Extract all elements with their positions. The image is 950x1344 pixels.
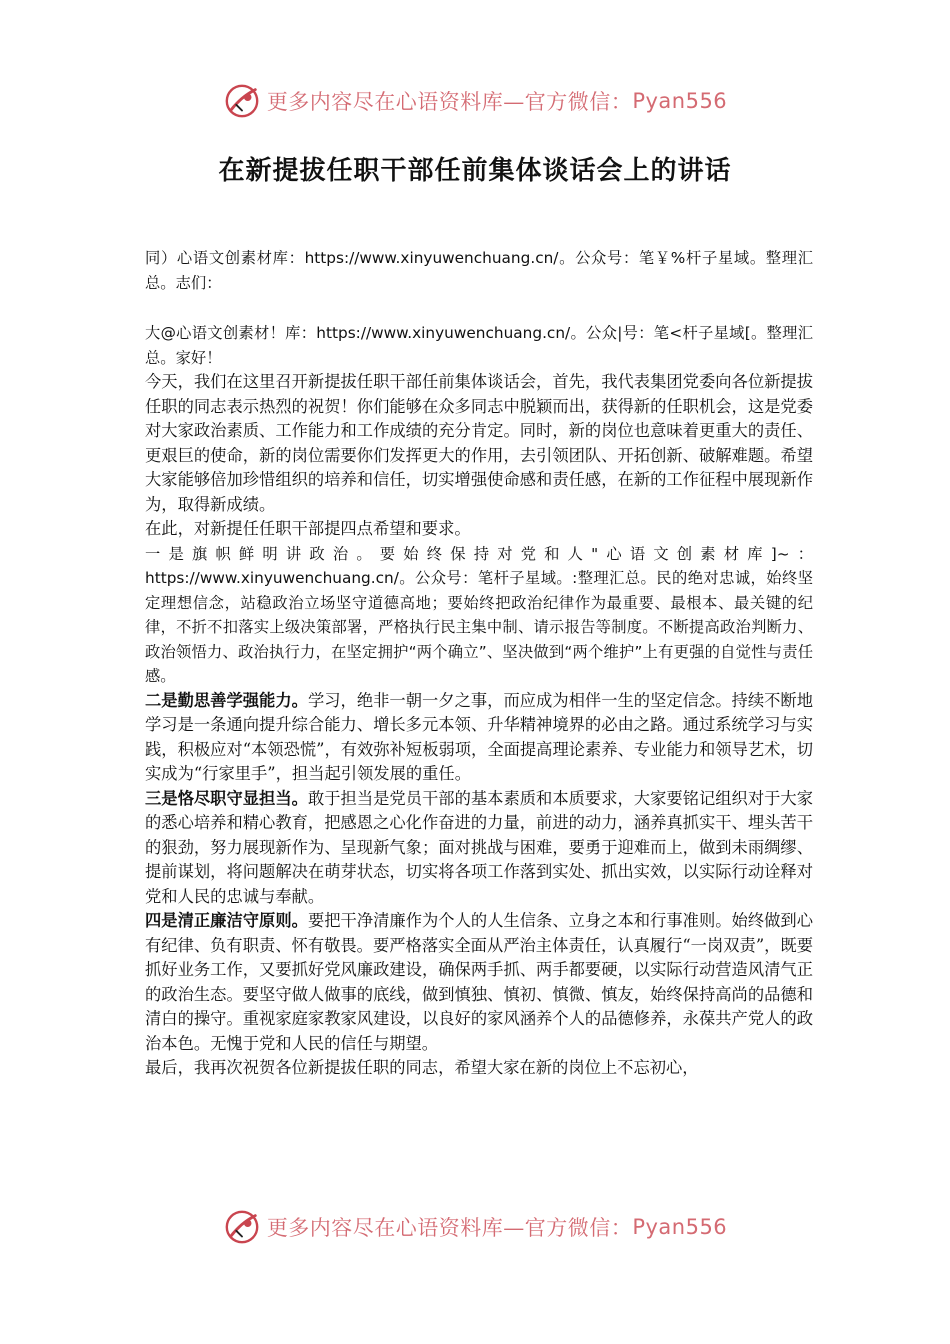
point-4-body: 要把干净清廉作为个人的人生信条、立身之本和行事准则。始终做到心有纪律、负有职责、怀有敬畏。要严格落实全面从严治主体责任，认真履行“一岗双责”，既要抓好业务工作，又要抓好党风廉政建设，确保两手抓、两手都要硬，以实际行动营造风清气正的政治生态。要坚守做人做事的底线，做到慎独、慎初、慎微、慎友，始终保持高尚的品德和清白的操守。重视家庭家教家风建设，以良好的家风涵养个人的品德修养，永葆共产党人的政治本色。无愧于党和人民的信任与期望。	[145, 911, 813, 1053]
brand-logo-icon	[223, 82, 261, 120]
paragraph-opening: 今天，我们在这里召开新提拔任职干部任前集体谈话会，首先，我代表集团党委向各位新提拔任职的同志表示热烈的祝贺！你们能够在众多同志中脱颖而出，获得新的任职机会，这是党委对大家政治素质、工作能力和工作成绩的充分肯定。同时，新的岗位也意味着更重大的责任、更艰巨的使命，新的岗位需要你们发挥更大的作用，去引领团队、开拓创新、破解难题。希望大家能够倍加珍惜组织的培养和信任，切实增强使命感和责任感，在新的工作征程中展现新作为，取得新成绩。	[145, 372, 813, 514]
header-watermark-banner	[0, 82, 950, 120]
footer-watermark-banner	[0, 1208, 950, 1246]
banner-text: 更多内容尽在心语资料库—官方微信：	[266, 90, 633, 114]
point-1-body: 民的绝对忠诚，始终坚定理想信念，站稳政治立场坚守道德高地；要始终把政治纪律作为最重要、最根本、最关键的纪律，不折不扣落实上级决策部署，严格执行民主集中制、请示报告等制度。不断提高政治判断力、政治领悟力、政治执行力，在坚定拥护“两个确立”、坚决做到“两个维护”上有更强的自觉性与责任感。	[145, 569, 813, 685]
point-4-lead: 四是清正廉洁守原则。	[145, 911, 308, 930]
point-1-lead: 一是旗帜鲜明讲政治。要始终保持对党和人"心语文创素材库]~：https://www.xinyuwenchuang.cn/。公众号：笔杆子星域。:整理汇总。	[145, 544, 813, 587]
paragraph-point-4	[145, 909, 813, 1056]
paragraph-point-3	[145, 787, 813, 910]
document-title: 在新提拔任职干部任前集体谈话会上的讲话	[218, 156, 732, 186]
paragraph-point-1	[145, 542, 813, 689]
banner-wechat-id: Pyan556	[632, 89, 728, 113]
point-2-body: 学习，绝非一朝一夕之事，而应成为相伴一生的坚定信念。持续不断地学习是一条通向提升综合能力、增长多元本领、升华精神境界的必由之路。通过系统学习与实践，积极应对“本领恐慌”，有效弥补短板弱项，全面提高理论素养、专业能力和领导艺术，切实成为“行家里手”，担当起引领发展的重任。	[145, 690, 813, 783]
brand-logo-icon	[223, 1208, 261, 1246]
paragraph-salutation-1: 同）心语文创素材库：https://www.xinyuwenchuang.cn/。公众号：笔￥%杆子星域。整理汇总。志们：	[145, 249, 813, 292]
point-2-lead: 二是勤思善学强能力。	[145, 690, 308, 710]
paragraph-closing: 最后，我再次祝贺各位新提拔任职的同志，希望大家在新的岗位上不忘初心，	[145, 1058, 699, 1077]
paragraph-point-2	[145, 689, 813, 787]
point-3-body: 敢于担当是党员干部的基本素质和本质要求，大家要铭记组织对于大家的悉心培养和精心教育，把感恩之心化作奋进的力量，前进的动力，涵养真抓实干、埋头苦干的狠劲，努力展现新作为、呈现新气象；面对挑战与困难，要勇于迎难而上，做到未雨绸缪、提前谋划，将问题解决在萌芽状态，切实将各项工作落到实处、抓出实效，以实际行动诠释对党和人民的忠诚与奉献。	[145, 788, 813, 906]
point-3-lead: 三是恪尽职守显担当。	[145, 788, 308, 808]
document-body	[145, 246, 813, 1081]
paragraph-salutation-2: 大@心语文创素材！库：https://www.xinyuwenchuang.cn/。公众|号：笔<杆子星域[。整理汇总。家好！	[145, 324, 813, 367]
banner-wechat-id: Pyan556	[632, 1215, 728, 1239]
paragraph-intro-requirements: 在此，对新提任任职干部提四点希望和要求。	[145, 519, 471, 538]
banner-text: 更多内容尽在心语资料库—官方微信：	[266, 1216, 633, 1240]
